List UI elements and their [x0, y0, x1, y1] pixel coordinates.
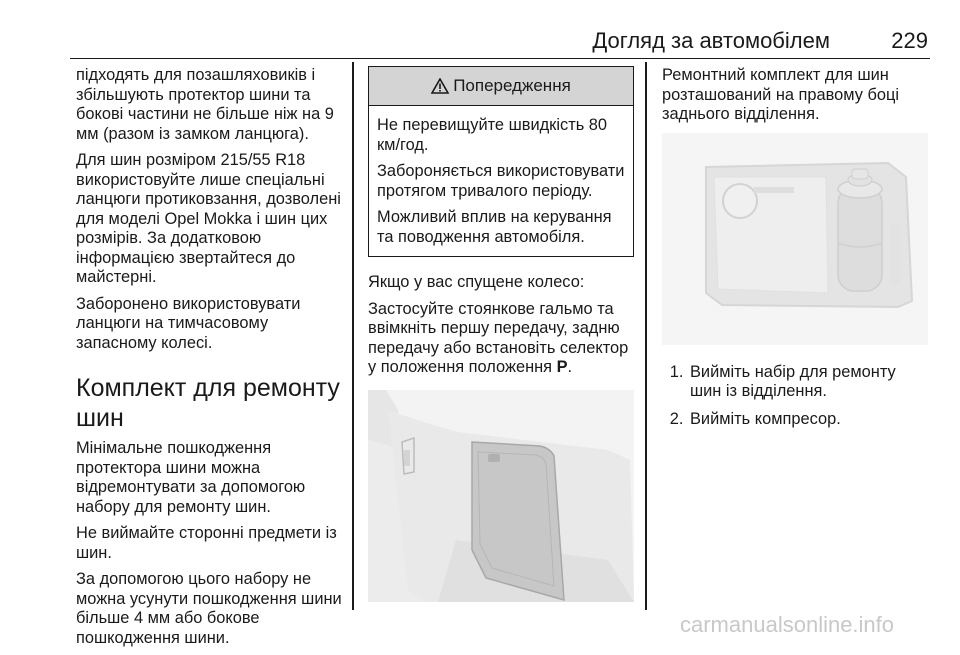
paragraph: Заборонено використовувати ланцюги на тимчасовому запасному колесі.: [76, 294, 301, 352]
paragraph: Застосуйте стоянкове гальмо та ввімкніть першу передачу, задню передачу або встановіть селектор у положення положення P.: [368, 299, 629, 376]
trunk-illustration: [368, 390, 634, 602]
column-right: [662, 66, 930, 437]
warning-header: [369, 67, 633, 106]
watermark: carmanualsonline.info: [680, 612, 895, 637]
column-left: [76, 66, 342, 655]
warning-body: [369, 106, 633, 256]
list-item: 1. Вийміть набір для ремонту шин із відділення.: [688, 363, 930, 402]
paragraph: Забороняється використовувати протягом тривалого періоду.: [377, 162, 625, 200]
column-middle: [368, 66, 634, 602]
section-title: Догляд за автомобілем: [592, 28, 830, 53]
paragraph: підходять для позашляховиків і збільшують протектор шини та бокові частини не більше ніж на 9 мм (разом із замком ланцюга).: [76, 66, 334, 143]
list-item: 2. Вийміть компресор.: [688, 410, 930, 430]
paragraph: Ремонтний комплект для шин розташований на правому боці заднього відділення.: [662, 66, 900, 123]
gear-p-label: P: [556, 358, 568, 376]
column-divider: [645, 62, 647, 610]
paragraph: Для шин розміром 215/55 R18 використовуйте лише спеціальні ланцюги протиковзання, дозволені для моделі Opel Mokka і шин цих розмірів. За додатковою інформацією звертайтеся до майстерні.: [76, 151, 341, 286]
paragraph: Мінімальне пошкодження протектора шини можна відремонтувати за допомогою набору для ремонту шин.: [76, 439, 306, 516]
paragraph: Якщо у вас спущене колесо:: [368, 273, 585, 291]
warning-title: Попередження: [453, 76, 571, 96]
section-heading: Комплект для ремонту шин: [76, 374, 340, 432]
page-header: [70, 28, 930, 59]
page-number: 229: [891, 28, 928, 53]
repair-kit-illustration: [662, 133, 928, 345]
paragraph: Можливий вплив на керування та поводження автомобіля.: [377, 208, 612, 246]
paragraph: Не виймайте сторонні предмети із шин.: [76, 524, 337, 562]
steps-list: [662, 363, 930, 430]
paragraph: Не перевищуйте швидкість 80 км/год.: [377, 116, 608, 154]
warning-box: [368, 66, 634, 257]
warning-triangle-icon: [431, 78, 449, 94]
column-divider: [352, 62, 354, 610]
paragraph: За допомогою цього набору не можна усунути пошкодження шини більше 4 мм або бокове пошкодження шини.: [76, 570, 342, 647]
